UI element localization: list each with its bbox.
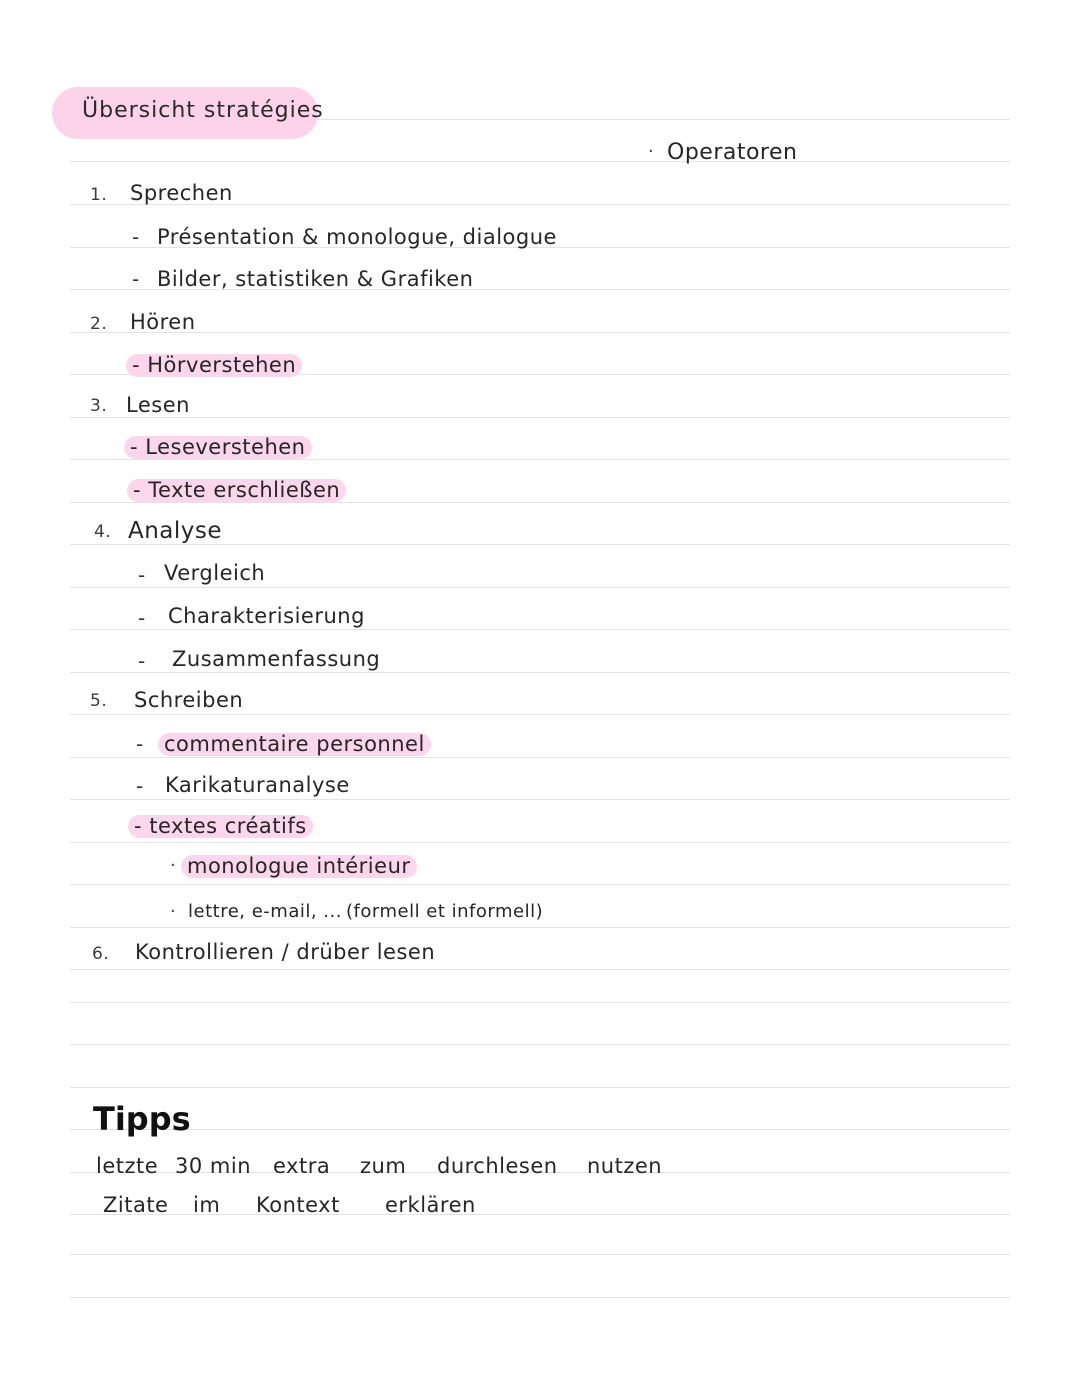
ruled-line (70, 1087, 1010, 1088)
tip-word: durchlesen (437, 1154, 558, 1178)
section-number: 5. (90, 691, 108, 711)
list-item-text: Hörverstehen (147, 353, 297, 377)
tip-word: Kontext (256, 1193, 340, 1217)
bullet-dot: · (170, 855, 177, 876)
ruled-line (70, 332, 1010, 333)
section-number: 3. (90, 396, 108, 416)
ruled-line (70, 1044, 1010, 1045)
ruled-line (70, 417, 1010, 418)
section-heading-hoeren: Hören (130, 310, 196, 334)
tip-word: Zitate (103, 1193, 169, 1217)
ruled-line (70, 799, 1010, 800)
list-item: Zusammenfassung (172, 647, 381, 671)
list-item-text: Leseverstehen (145, 435, 306, 459)
page-title: Übersicht stratégies (82, 98, 324, 123)
tip-word: 30 min (175, 1154, 251, 1178)
list-dash: - (130, 435, 146, 459)
bullet-dot: · (170, 901, 177, 922)
list-dash: - (132, 267, 140, 291)
ruled-line (70, 459, 1010, 460)
list-item: Charakterisierung (168, 604, 365, 628)
highlighted-list-item (126, 354, 302, 377)
list-dash: - (132, 353, 148, 377)
section-heading-sprechen: Sprechen (130, 181, 233, 205)
tip-word: zum (360, 1154, 407, 1178)
ruled-line (70, 757, 1010, 758)
section-number: 2. (90, 314, 108, 334)
tip-word: im (193, 1193, 221, 1217)
tip-word: erklären (385, 1193, 476, 1217)
list-item-text: Texte erschließen (148, 478, 341, 502)
ruled-line (70, 884, 1010, 885)
ruled-line (70, 544, 1010, 545)
section-number: 4. (94, 522, 112, 542)
tip-word: letzte (96, 1154, 159, 1178)
tips-heading: Tipps (93, 1100, 191, 1138)
ruled-line (70, 672, 1010, 673)
ruled-line (70, 629, 1010, 630)
list-dash: - (132, 225, 140, 249)
highlighted-list-item (124, 436, 312, 459)
ruled-line (70, 161, 1010, 162)
list-dash: - (138, 649, 146, 673)
highlighted-list-item: commentaire personnel (158, 733, 431, 756)
list-item: Bilder, statistiken & Grafiken (157, 267, 474, 291)
section-number: 1. (90, 185, 108, 205)
section-heading-kontrollieren: Kontrollieren / drüber lesen (135, 940, 436, 964)
list-item-text: textes créatifs (149, 814, 307, 838)
section-heading-lesen: Lesen (126, 393, 190, 417)
ruled-line (70, 1297, 1010, 1298)
list-dash: - (134, 814, 150, 838)
highlighted-list-item (128, 815, 313, 838)
section-heading-schreiben: Schreiben (134, 688, 244, 712)
list-dash: - (138, 606, 146, 630)
side-note-operatoren: Operatoren (667, 140, 798, 165)
highlighted-list-item (127, 479, 346, 502)
sub-item: lettre, e-mail, ... (188, 901, 342, 922)
list-dash: - (138, 563, 146, 587)
list-dash: - (136, 774, 144, 798)
ruled-line (70, 1254, 1010, 1255)
list-item: Vergleich (164, 561, 266, 585)
ruled-line (70, 927, 1010, 928)
ruled-line (70, 502, 1010, 503)
ruled-line (70, 969, 1010, 970)
ruled-line (70, 714, 1010, 715)
bullet-dot: · (648, 141, 655, 162)
list-dash: - (136, 732, 144, 756)
tip-word: extra (273, 1154, 331, 1178)
section-number: 6. (92, 944, 110, 964)
ruled-line (70, 1129, 1010, 1130)
tip-word: nutzen (587, 1154, 663, 1178)
highlighted-sub-item: monologue intérieur (181, 855, 417, 878)
list-dash: - (133, 478, 149, 502)
ruled-line (70, 842, 1010, 843)
ruled-line (70, 587, 1010, 588)
sub-item-note: (formell et informell) (346, 901, 544, 922)
list-item: Karikaturanalyse (165, 773, 350, 797)
list-item: Présentation & monologue, dialogue (157, 225, 557, 249)
ruled-line (70, 1002, 1010, 1003)
section-heading-analyse: Analyse (128, 518, 223, 544)
